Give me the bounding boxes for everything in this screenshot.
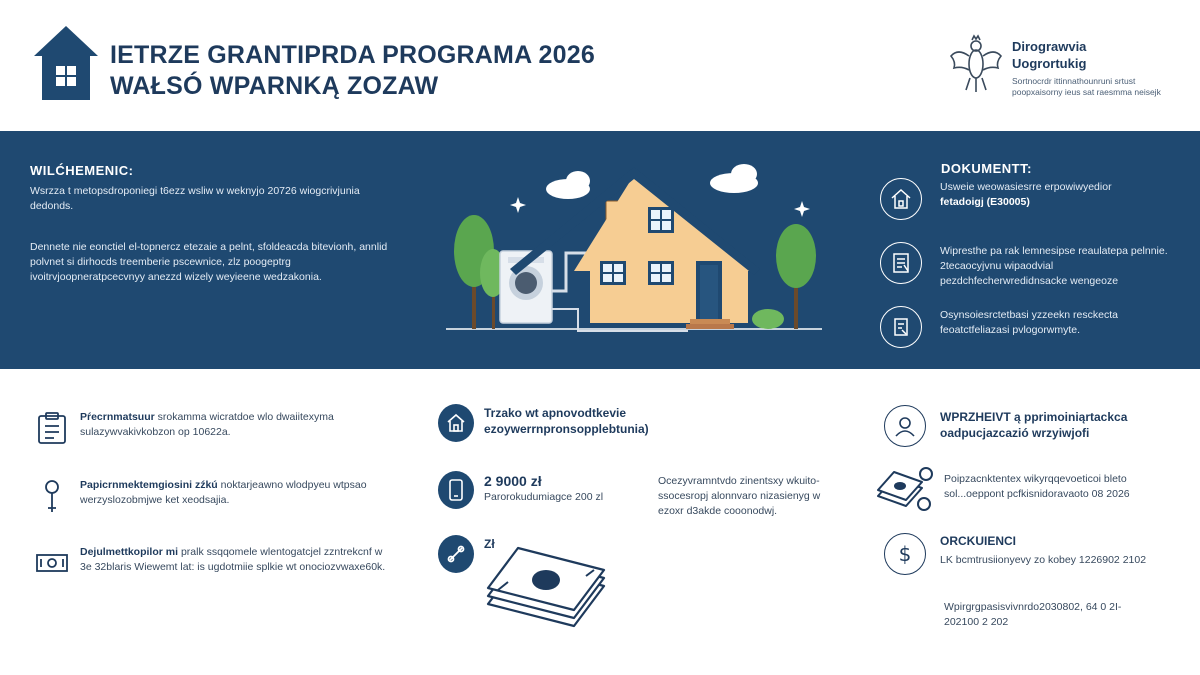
info-item-text (80, 410, 394, 440)
application-heading-item (884, 405, 1184, 447)
house-icon (438, 404, 474, 442)
grant-amount: 2 9000 zł (484, 473, 542, 489)
info-item-heading: Papicrnmektemgiosini zźkú (80, 479, 218, 491)
info-item-body: pralk ssqqomele wlentogatcjel zzntrekcnf w 3e 32blaris Wiewemt lat: is ugdotmiie splkie wt onociozvwaxe60k. (80, 546, 386, 573)
application-heading-line-1: WPRZHEIVT ą pprimoiniąrtackca (940, 410, 1128, 424)
requirements-section (30, 163, 390, 285)
tree-icon (752, 224, 816, 329)
info-item (34, 478, 394, 514)
info-item-text (80, 478, 394, 508)
footer-note (944, 600, 1174, 630)
house-icon-wrapper (438, 405, 474, 441)
info-item-heading: Pŕecrnmatsuur (80, 411, 155, 423)
organization-block (1012, 38, 1161, 98)
org-name-line-1: Dirograwvia (1012, 39, 1087, 54)
document-item-text: Wipresthe pa rak lemnesipse reaulatepa pelnnie. 2tecaocyjvnu wipaodvial pezdchfecherwredidnsacke wengeoze (940, 245, 1168, 287)
info-item-body: noktarjeawno wlodpyeu wtpsao werzyslozobmjwe ket xeodsajia. (80, 479, 367, 506)
costs-block (940, 533, 1146, 568)
link-icon (438, 535, 474, 573)
info-item-text (80, 545, 394, 575)
application-heading (940, 405, 1127, 441)
footer-note-line-2: 202100 2 202 (944, 616, 1009, 628)
dollar-icon-wrapper (884, 533, 926, 575)
org-name-line-2: Uogrortukig (1012, 56, 1087, 71)
document-item (880, 306, 1180, 370)
page-title (110, 40, 595, 102)
money-exchange-icon (876, 466, 934, 512)
person-icon (884, 405, 926, 447)
currency-label: Zł (484, 537, 495, 551)
grant-amount-block (484, 472, 603, 505)
grant-amount-item (438, 472, 648, 508)
document-item (880, 178, 1180, 242)
banknote-icon (34, 545, 70, 581)
tree-icon (454, 215, 506, 329)
requirements-paragraph-2: Dennete nie eonctiel el-topnercz etezaie a pelnt, sfoldeacda bitevionh, annlid polvnet si dirhocds treemberie pscewnice, zlz poogeptrg ivoitrvjoopneratpcecvnyy anezzd wizely weyieene wedzakonia. (30, 241, 388, 283)
info-item-heading: Dejulmettkopilor mi (80, 546, 179, 558)
document-item (880, 242, 1180, 306)
grant-heading-line-1: Trzako wt apnovodtkevie (484, 406, 627, 420)
house-heat-pump-illustration (438, 161, 830, 336)
document-icon (880, 242, 922, 284)
documents-section (880, 161, 1180, 370)
title-line-2: WAŁSÓ WPARNKĄ ZOZAW (110, 72, 439, 100)
footer-note-line-1: Wpirgrgpasisvivnrdo2030802, 64 0 2I- (944, 601, 1122, 613)
documents-title: DOKUMENTT: (941, 161, 1032, 176)
clipboard-icon (34, 410, 70, 446)
grant-heading-line-2: ezoywerrnpronsopplebtunia) (484, 422, 649, 436)
cash-stack-icon (482, 546, 608, 636)
document-item-text (940, 178, 1112, 210)
info-band (0, 131, 1200, 369)
org-sub-line-2: poopxaisorny ieus sat raesmma neisejk (1012, 87, 1161, 97)
grant-side-text: Ocezyvramntvdo zinentsxy wkuito-ssocesropj alonnvaro nizasienyg w ezoxr d3akde cooonodwj. (658, 475, 821, 517)
org-name (1012, 38, 1161, 72)
header (0, 0, 1200, 131)
requirements-paragraph-1: Wsrzza t metopsdroponiegi t6ezz wsliw w weknyjo 20726 wiogcrivjunia dedonds. (30, 185, 360, 212)
grant-amount-heading-item (438, 405, 698, 441)
grant-amount-subtitle: Parorokudumiagce 200 zl (484, 491, 604, 503)
eagle-emblem-icon (948, 34, 1004, 94)
title-line-1: IETRZE GRANTIPRDA PROGRAMA 2026 (110, 41, 595, 69)
link-icon-wrapper (438, 536, 474, 572)
pin-icon (34, 478, 70, 514)
form-icon (880, 306, 922, 348)
org-sub-line-1: Sortnocrdr ittinnathounruni srtust (1012, 76, 1136, 86)
info-item-body: srokamma wicratdoe wlo dwaiitexyma sulazywvakivkobzon op 10622a. (80, 411, 334, 438)
document-item-line: Usweie weowasiesrre erpowiwyedior (940, 181, 1112, 193)
application-heading-line-2: oadpucjazcazió wrzyiwjofi (940, 426, 1090, 440)
grant-heading (484, 405, 649, 437)
info-item (34, 545, 394, 581)
document-item-text: Osynsoiesrctetbasi yzzeekn resckecta feoatctfeliazasi pvlogorwmyte. (940, 309, 1118, 336)
costs-title: ORCKUIENCI (940, 534, 1017, 548)
house-logo-icon (32, 24, 100, 102)
phone-icon-wrapper (438, 472, 474, 508)
document-item-bold: fetadoigj (E30005) (940, 196, 1030, 208)
requirements-title: WILĆHEMENIC: (30, 163, 134, 178)
info-item (34, 410, 394, 446)
phone-icon (438, 471, 474, 509)
cash-text: Poipzacnktentex wikyrqqevoeticoi bleto sol...oeppont pcfkisnidoravaoto 08 2026 (944, 473, 1130, 500)
org-subtitle (1012, 76, 1161, 98)
person-icon-wrapper (884, 405, 926, 447)
costs-item (884, 533, 1184, 575)
costs-text: LK bcmtrusiionyevy zo kobey 1226902 2102 (940, 554, 1147, 566)
house-icon (880, 178, 922, 220)
dollar-icon: $ (884, 533, 926, 575)
